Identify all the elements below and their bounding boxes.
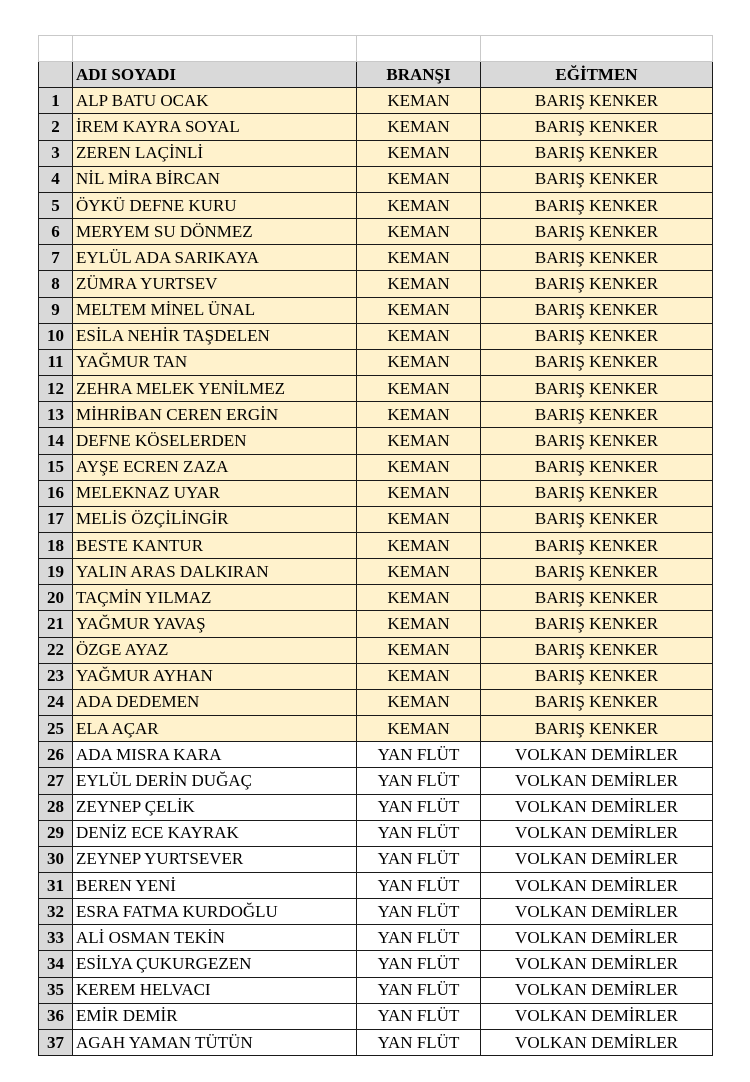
- teacher-cell: VOLKAN DEMİRLER: [481, 846, 713, 872]
- row-number: 2: [39, 114, 73, 140]
- branch-cell: KEMAN: [357, 271, 481, 297]
- student-table: [38, 35, 713, 1056]
- table-row: [39, 637, 713, 663]
- row-number: 9: [39, 297, 73, 323]
- branch-cell: KEMAN: [357, 454, 481, 480]
- table-row: [39, 506, 713, 532]
- branch-cell: YAN FLÜT: [357, 820, 481, 846]
- student-name: YAĞMUR TAN: [73, 349, 357, 375]
- branch-cell: YAN FLÜT: [357, 925, 481, 951]
- table-row: [39, 454, 713, 480]
- table-row: [39, 846, 713, 872]
- table-row: [39, 480, 713, 506]
- table-row: [39, 794, 713, 820]
- student-name: ZEYNEP ÇELİK: [73, 794, 357, 820]
- student-name: MELTEM MİNEL ÜNAL: [73, 297, 357, 323]
- student-name: YAĞMUR YAVAŞ: [73, 611, 357, 637]
- teacher-cell: VOLKAN DEMİRLER: [481, 742, 713, 768]
- teacher-cell: BARIŞ KENKER: [481, 219, 713, 245]
- row-number: 23: [39, 663, 73, 689]
- row-number: 26: [39, 742, 73, 768]
- row-number: 12: [39, 376, 73, 402]
- branch-cell: KEMAN: [357, 663, 481, 689]
- row-number: 14: [39, 428, 73, 454]
- student-name: MELİS ÖZÇİLİNGİR: [73, 506, 357, 532]
- row-number: 24: [39, 689, 73, 715]
- branch-cell: KEMAN: [357, 611, 481, 637]
- branch-cell: KEMAN: [357, 349, 481, 375]
- row-number: 19: [39, 559, 73, 585]
- branch-cell: KEMAN: [357, 585, 481, 611]
- teacher-cell: BARIŞ KENKER: [481, 611, 713, 637]
- teacher-cell: BARIŞ KENKER: [481, 271, 713, 297]
- student-name: ÖYKÜ DEFNE KURU: [73, 192, 357, 218]
- branch-cell: YAN FLÜT: [357, 899, 481, 925]
- row-number: 3: [39, 140, 73, 166]
- teacher-cell: VOLKAN DEMİRLER: [481, 768, 713, 794]
- table-row: [39, 532, 713, 558]
- student-name: İREM KAYRA SOYAL: [73, 114, 357, 140]
- branch-cell: KEMAN: [357, 506, 481, 532]
- branch-cell: KEMAN: [357, 428, 481, 454]
- table-row: [39, 323, 713, 349]
- row-number: 22: [39, 637, 73, 663]
- student-name: EYLÜL ADA SARIKAYA: [73, 245, 357, 271]
- table-row: [39, 716, 713, 742]
- header-row: [39, 62, 713, 88]
- table-row: [39, 402, 713, 428]
- table-row: [39, 820, 713, 846]
- student-name: MELEKNAZ UYAR: [73, 480, 357, 506]
- teacher-cell: VOLKAN DEMİRLER: [481, 820, 713, 846]
- teacher-cell: BARIŞ KENKER: [481, 88, 713, 114]
- student-name: ZEYNEP YURTSEVER: [73, 846, 357, 872]
- row-number: 20: [39, 585, 73, 611]
- branch-cell: KEMAN: [357, 219, 481, 245]
- branch-cell: YAN FLÜT: [357, 1029, 481, 1055]
- header-num: [39, 62, 73, 88]
- branch-cell: YAN FLÜT: [357, 1003, 481, 1029]
- teacher-cell: BARIŞ KENKER: [481, 480, 713, 506]
- teacher-cell: BARIŞ KENKER: [481, 506, 713, 532]
- branch-cell: KEMAN: [357, 376, 481, 402]
- student-name: ZÜMRA YURTSEV: [73, 271, 357, 297]
- teacher-cell: BARIŞ KENKER: [481, 402, 713, 428]
- row-number: 27: [39, 768, 73, 794]
- header-branch: BRANŞI: [357, 62, 481, 88]
- table-row: [39, 742, 713, 768]
- blank-cell: [481, 36, 713, 62]
- teacher-cell: BARIŞ KENKER: [481, 114, 713, 140]
- student-name: ZEREN LAÇİNLİ: [73, 140, 357, 166]
- student-name: EYLÜL DERİN DUĞAÇ: [73, 768, 357, 794]
- table-row: [39, 271, 713, 297]
- student-name: MİHRİBAN CEREN ERGİN: [73, 402, 357, 428]
- teacher-cell: VOLKAN DEMİRLER: [481, 1029, 713, 1055]
- table-row: [39, 376, 713, 402]
- student-name: BESTE KANTUR: [73, 532, 357, 558]
- row-number: 5: [39, 192, 73, 218]
- row-number: 13: [39, 402, 73, 428]
- row-number: 25: [39, 716, 73, 742]
- branch-cell: KEMAN: [357, 192, 481, 218]
- teacher-cell: BARIŞ KENKER: [481, 349, 713, 375]
- header-teacher: EĞİTMEN: [481, 62, 713, 88]
- row-number: 28: [39, 794, 73, 820]
- row-number: 4: [39, 166, 73, 192]
- teacher-cell: BARIŞ KENKER: [481, 663, 713, 689]
- row-number: 29: [39, 820, 73, 846]
- student-name: ESRA FATMA KURDOĞLU: [73, 899, 357, 925]
- blank-row: [39, 36, 713, 62]
- table-row: [39, 245, 713, 271]
- branch-cell: YAN FLÜT: [357, 873, 481, 899]
- row-number: 30: [39, 846, 73, 872]
- student-name: DENİZ ECE KAYRAK: [73, 820, 357, 846]
- branch-cell: KEMAN: [357, 166, 481, 192]
- teacher-cell: BARIŞ KENKER: [481, 428, 713, 454]
- row-number: 1: [39, 88, 73, 114]
- row-number: 37: [39, 1029, 73, 1055]
- table-row: [39, 925, 713, 951]
- table-row: [39, 166, 713, 192]
- row-number: 31: [39, 873, 73, 899]
- table-row: [39, 114, 713, 140]
- teacher-cell: VOLKAN DEMİRLER: [481, 899, 713, 925]
- teacher-cell: BARIŞ KENKER: [481, 140, 713, 166]
- table-row: [39, 219, 713, 245]
- row-number: 16: [39, 480, 73, 506]
- row-number: 6: [39, 219, 73, 245]
- student-name: AGAH YAMAN TÜTÜN: [73, 1029, 357, 1055]
- blank-cell: [39, 36, 73, 62]
- row-number: 10: [39, 323, 73, 349]
- branch-cell: KEMAN: [357, 114, 481, 140]
- branch-cell: YAN FLÜT: [357, 846, 481, 872]
- student-name: MERYEM SU DÖNMEZ: [73, 219, 357, 245]
- table-row: [39, 297, 713, 323]
- table-row: [39, 88, 713, 114]
- row-number: 32: [39, 899, 73, 925]
- table-row: [39, 140, 713, 166]
- table-row: [39, 1003, 713, 1029]
- branch-cell: KEMAN: [357, 637, 481, 663]
- teacher-cell: BARIŞ KENKER: [481, 585, 713, 611]
- teacher-cell: VOLKAN DEMİRLER: [481, 873, 713, 899]
- teacher-cell: VOLKAN DEMİRLER: [481, 1003, 713, 1029]
- student-name: NİL MİRA BİRCAN: [73, 166, 357, 192]
- teacher-cell: BARIŞ KENKER: [481, 323, 713, 349]
- teacher-cell: BARIŞ KENKER: [481, 376, 713, 402]
- table-row: [39, 899, 713, 925]
- student-name: ADA DEDEMEN: [73, 689, 357, 715]
- branch-cell: KEMAN: [357, 716, 481, 742]
- student-name: DEFNE KÖSELERDEN: [73, 428, 357, 454]
- row-number: 11: [39, 349, 73, 375]
- branch-cell: YAN FLÜT: [357, 977, 481, 1003]
- table-row: [39, 977, 713, 1003]
- table-row: [39, 585, 713, 611]
- teacher-cell: BARIŞ KENKER: [481, 689, 713, 715]
- table-row: [39, 951, 713, 977]
- table-row: [39, 689, 713, 715]
- student-name: BEREN YENİ: [73, 873, 357, 899]
- teacher-cell: VOLKAN DEMİRLER: [481, 951, 713, 977]
- blank-cell: [357, 36, 481, 62]
- table-row: [39, 768, 713, 794]
- row-number: 7: [39, 245, 73, 271]
- table-row: [39, 559, 713, 585]
- teacher-cell: BARIŞ KENKER: [481, 192, 713, 218]
- branch-cell: KEMAN: [357, 402, 481, 428]
- table-row: [39, 349, 713, 375]
- branch-cell: KEMAN: [357, 140, 481, 166]
- row-number: 8: [39, 271, 73, 297]
- header-name: ADI SOYADI: [73, 62, 357, 88]
- teacher-cell: VOLKAN DEMİRLER: [481, 794, 713, 820]
- teacher-cell: BARIŞ KENKER: [481, 297, 713, 323]
- teacher-cell: BARIŞ KENKER: [481, 166, 713, 192]
- student-name: AYŞE ECREN ZAZA: [73, 454, 357, 480]
- table-row: [39, 192, 713, 218]
- row-number: 15: [39, 454, 73, 480]
- student-name: ESİLYA ÇUKURGEZEN: [73, 951, 357, 977]
- teacher-cell: BARIŞ KENKER: [481, 559, 713, 585]
- teacher-cell: BARIŞ KENKER: [481, 716, 713, 742]
- branch-cell: YAN FLÜT: [357, 794, 481, 820]
- student-name: ZEHRA MELEK YENİLMEZ: [73, 376, 357, 402]
- branch-cell: YAN FLÜT: [357, 742, 481, 768]
- student-name: KEREM HELVACI: [73, 977, 357, 1003]
- student-name: EMİR DEMİR: [73, 1003, 357, 1029]
- branch-cell: KEMAN: [357, 297, 481, 323]
- table-row: [39, 663, 713, 689]
- teacher-cell: BARIŞ KENKER: [481, 637, 713, 663]
- student-name: ESİLA NEHİR TAŞDELEN: [73, 323, 357, 349]
- teacher-cell: BARIŞ KENKER: [481, 245, 713, 271]
- branch-cell: KEMAN: [357, 689, 481, 715]
- row-number: 36: [39, 1003, 73, 1029]
- row-number: 21: [39, 611, 73, 637]
- branch-cell: KEMAN: [357, 88, 481, 114]
- row-number: 33: [39, 925, 73, 951]
- table-row: [39, 428, 713, 454]
- teacher-cell: BARIŞ KENKER: [481, 532, 713, 558]
- student-name: TAÇMİN YILMAZ: [73, 585, 357, 611]
- student-name: ELA AÇAR: [73, 716, 357, 742]
- row-number: 35: [39, 977, 73, 1003]
- row-number: 34: [39, 951, 73, 977]
- branch-cell: KEMAN: [357, 532, 481, 558]
- branch-cell: KEMAN: [357, 245, 481, 271]
- table-row: [39, 611, 713, 637]
- row-number: 17: [39, 506, 73, 532]
- teacher-cell: VOLKAN DEMİRLER: [481, 925, 713, 951]
- student-name: ADA MISRA KARA: [73, 742, 357, 768]
- branch-cell: KEMAN: [357, 480, 481, 506]
- branch-cell: YAN FLÜT: [357, 768, 481, 794]
- student-name: ALİ OSMAN TEKİN: [73, 925, 357, 951]
- blank-cell: [73, 36, 357, 62]
- table-row: [39, 1029, 713, 1055]
- student-name: ÖZGE AYAZ: [73, 637, 357, 663]
- branch-cell: KEMAN: [357, 559, 481, 585]
- student-name: YAĞMUR AYHAN: [73, 663, 357, 689]
- branch-cell: YAN FLÜT: [357, 951, 481, 977]
- teacher-cell: BARIŞ KENKER: [481, 454, 713, 480]
- student-name: ALP BATU OCAK: [73, 88, 357, 114]
- teacher-cell: VOLKAN DEMİRLER: [481, 977, 713, 1003]
- row-number: 18: [39, 532, 73, 558]
- branch-cell: KEMAN: [357, 323, 481, 349]
- student-name: YALIN ARAS DALKIRAN: [73, 559, 357, 585]
- table-row: [39, 873, 713, 899]
